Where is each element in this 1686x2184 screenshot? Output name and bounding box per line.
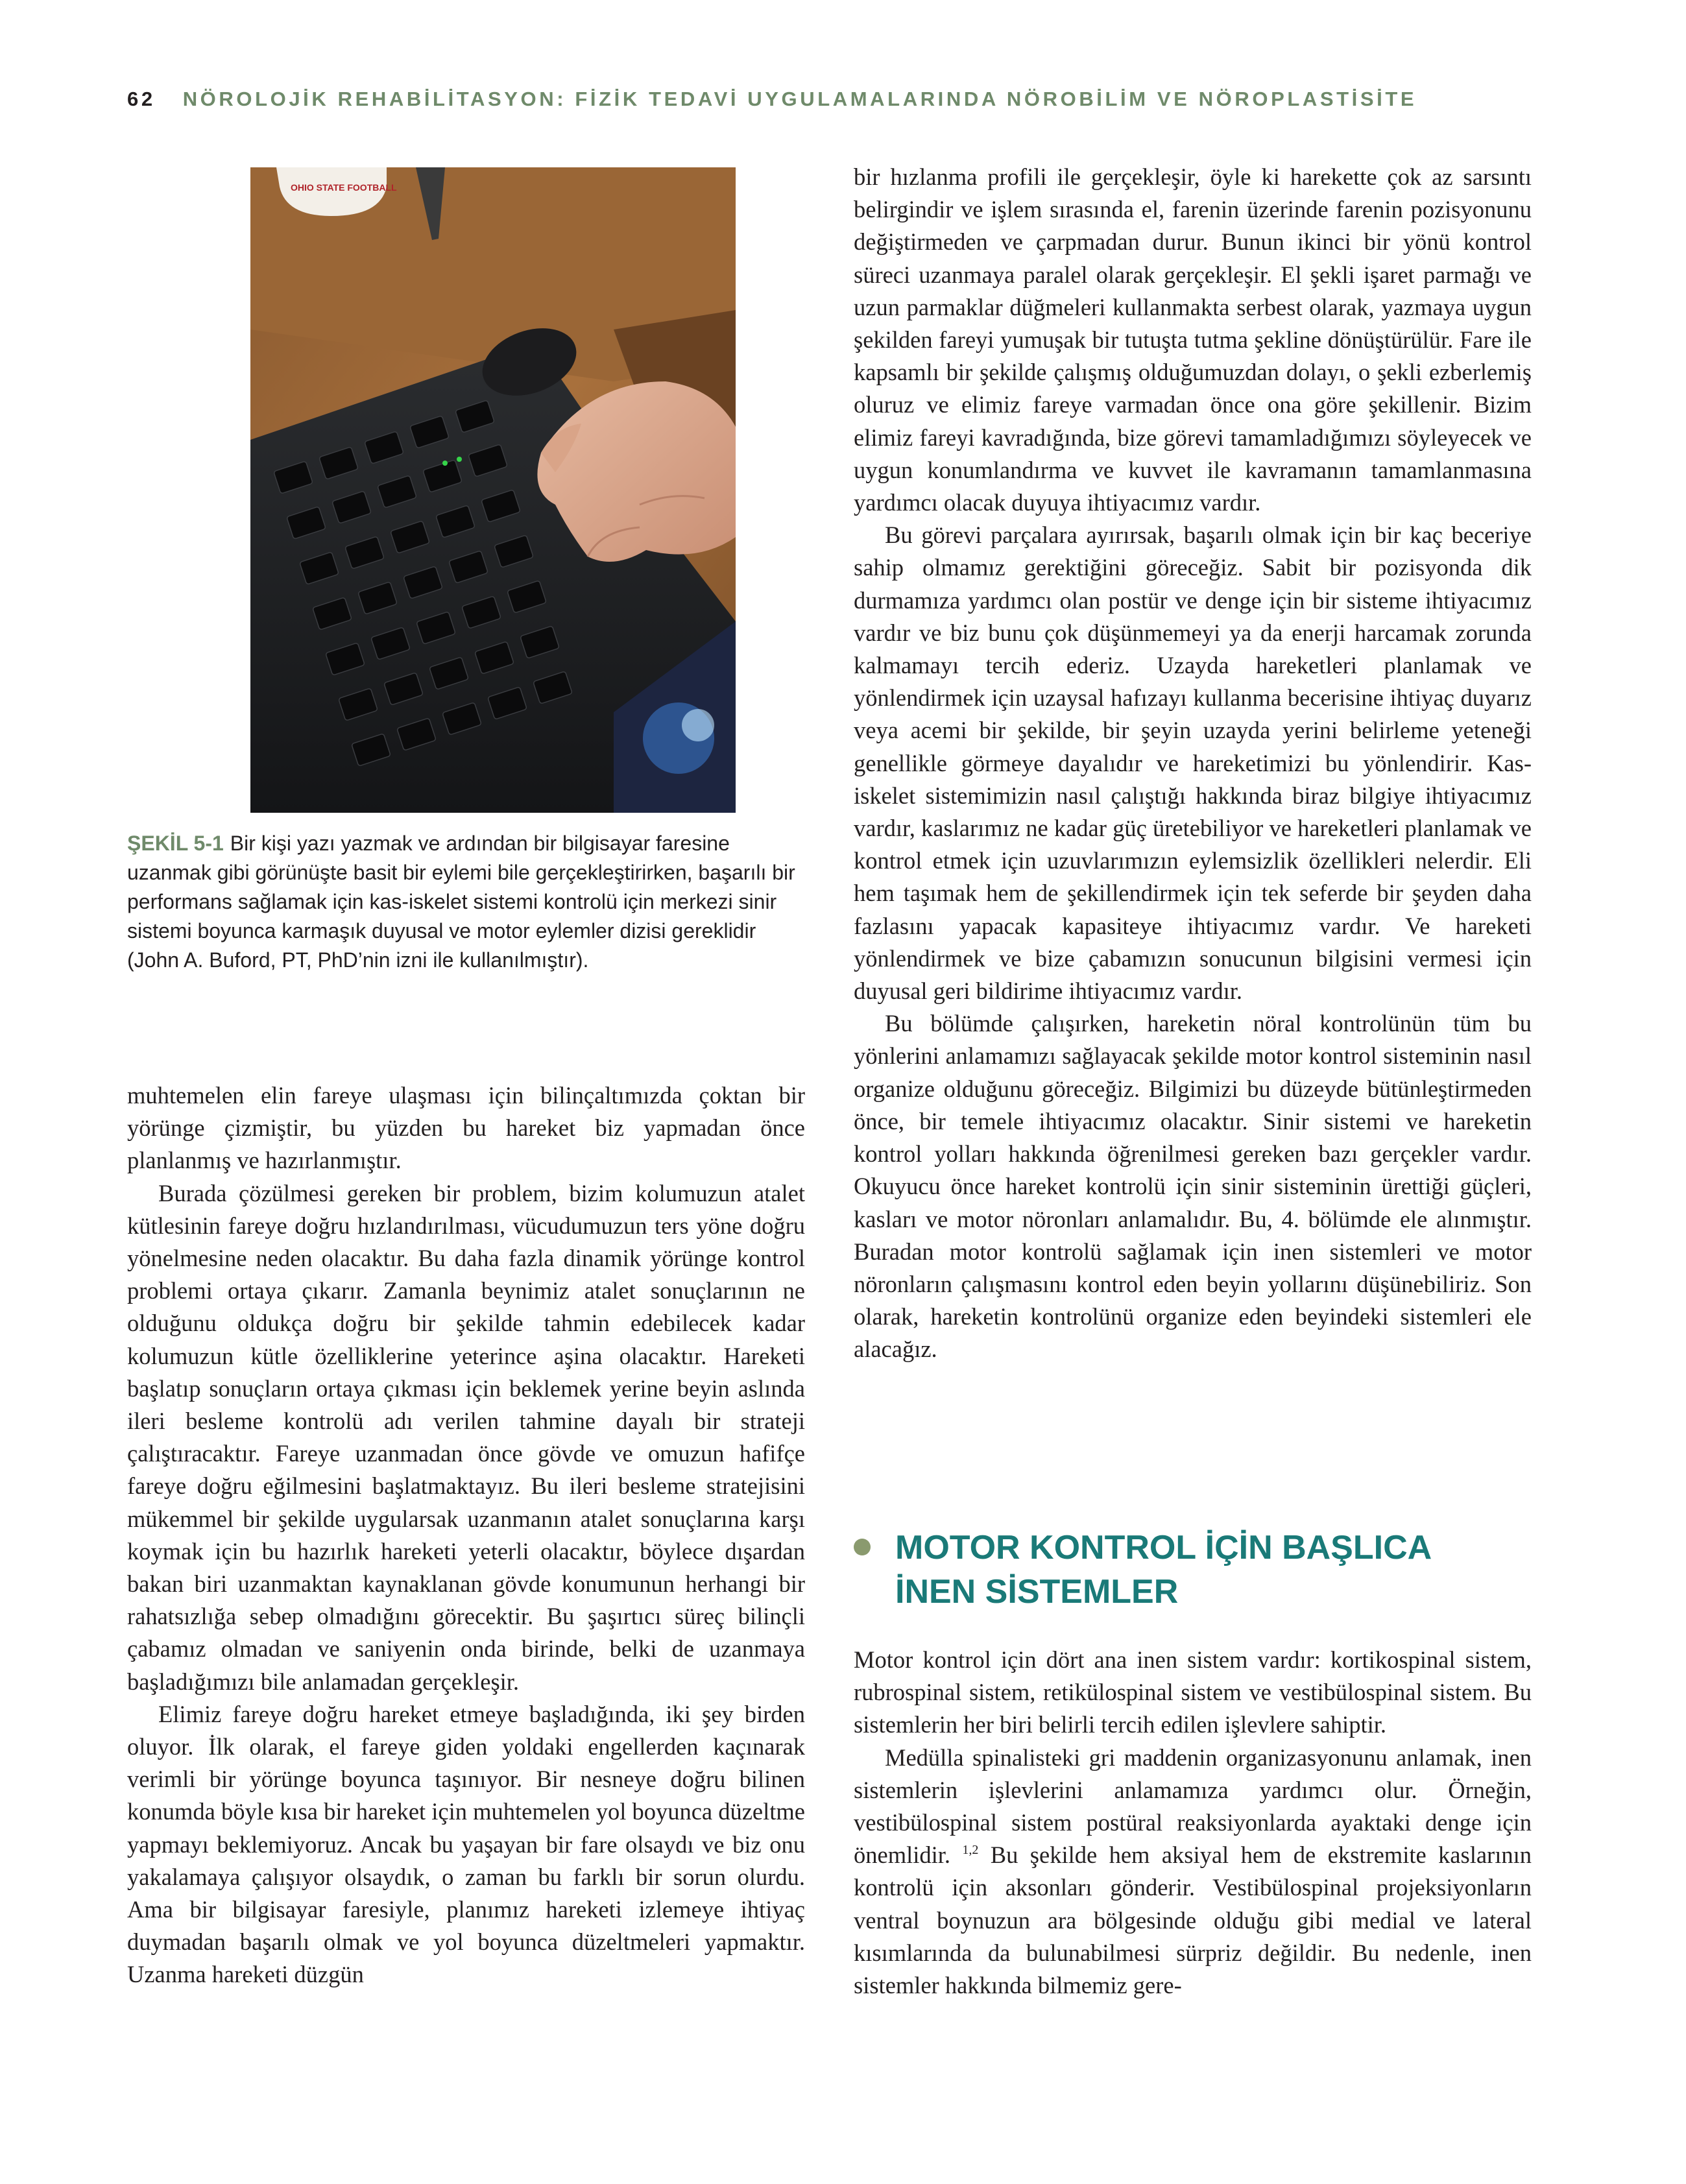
left-column-text xyxy=(127,1079,805,1991)
running-header xyxy=(127,86,1554,113)
page-number: 62 xyxy=(127,88,156,110)
section-heading xyxy=(854,1526,1541,1614)
mug-text: OHIO STATE FOOTBALL xyxy=(291,182,397,193)
figure-photo xyxy=(250,167,736,813)
right-column-text xyxy=(854,161,1532,1366)
citation-ref: 1,2 xyxy=(962,1843,979,1858)
paragraph: bir hızlanma profili ile gerçekleşir, öyle ki harekette çok az sarsıntı belirgindir ve işlem sırasında el, farenin üzerinde farenin pozisyonunu değiştirmeden ve çarpmadan durur. Bunun ikinci bir yönü kontrol süreci uzanmaya paralel olarak gerçekleşir. El şekli işaret parmağı ve uzun parmaklar düğmeleri kullanmakta serbest olarak, yazmaya uygun şekilden fareyi yumuşak bir tutuşta tutma şekline dönüştürülür. Fare ile kapsamlı bir şekilde çalışmış olduğumuzdan dolayı, o şekli ezberlemiş oluruz ve elimiz fareye varmadan önce ona göre şekillenir. Bizim elimiz fareyi kavradığında, bize görevi tamamladığımızı söyleyecek ve uygun konumlandırma ve kuvvet ile kavramanın tamamlanmasına yardımcı olacak duyuya ihtiyacımız vardır. xyxy=(854,163,1532,516)
figure-caption xyxy=(127,829,802,975)
caption-text: Bir kişi yazı yazmak ve ardından bir bilgisayar faresine uzanmak gibi görünüşte basit bir eylemi bile gerçekleştirirken, başarılı bir performans sağlamak için kas-iskelet sistemi kontrolü için merkezi sinir sistemi boyunca karmaşık duyusal ve motor eylemler dizisi gereklidir (John A. Buford, PT, PhD’nin izni ile kullanılmıştır). xyxy=(127,832,795,972)
bullet-icon xyxy=(854,1539,871,1555)
paragraph-text: Bu şekilde hem aksiyal hem de ekstremite kaslarının kontrolü için aksonları gönderir. Vestibülospinal projeksiyonların ventral boynuzun ara bölgesinde olduğu gibi medial ve lateral kısımlarında da bulunabilmesi sürpriz değildir. Bu nedenle, inen sistemler hakkında bilmemiz gere- xyxy=(854,1842,1532,1999)
paragraph: Elimiz fareye doğru hareket etmeye başladığında, iki şey birden oluyor. İlk olarak, el fareye giden yoldaki engellerden kaçınarak verimli bir yörünge boyunca taşınıyor. Bir nesneye doğru bilinen konumda böyle kısa bir hareket için muhtemelen yol boyunca düzeltme yapmayı beklemiyoruz. Ancak bu yaşayan bir fare olsaydı ve biz onu yakalamaya çalışıyor olsaydık, o zaman bu farklı bir sorun olurdu. Ama bir bilgisayar faresiyle, planımız hareketi izlemeye ihtiyaç duymadan başarılı olmak ve yol boyunca düzeltmeleri yapmaktır. Uzanma hareketi düzgün xyxy=(127,1700,806,1988)
paragraph: Bu bölümde çalışırken, hareketin nöral kontrolünün tüm bu yönlerini anlamamızı sağlayacak şekilde motor kontrol sisteminin nasıl organize olduğunu göreceğiz. Bilgimizi bu düzeyde bütünleştirmeden önce, bir temele ihtiyacımız olacaktır. Sinir sistemi ve hareketin kontrol yolları hakkında öğrenilmesi gereken bazı gerçekler vardır. Okuyucu önce hareket kontrolü için sinir sisteminin ürettiği güçleri, kasları ve motor nöronları anlamalıdır. Bu, 4. bölümde ele alınmıştır. Buradan motor kontrolü sağlamak için inen sistemleri ve motor nöronların çalışmasını kontrol eden beyin yollarını düşünebiliriz. Son olarak, hareketin kontrolünü organize eden beyindeki sistemleri ele alacağız. xyxy=(854,1010,1532,1363)
keyboard-hand-photo xyxy=(250,167,736,813)
section-heading-line2: İNEN SİSTEMLER xyxy=(895,1573,1179,1611)
caption-label: ŞEKİL 5-1 xyxy=(127,832,224,855)
paragraph-text: Medülla spinalisteki gri maddenin organizasyonunu anlamak, inen sistemlerin işlevlerini anlamamıza yardımcı olur. Örneğin, vestibülospinal sistem postüral reaksiyonlarda ayaktaki denge için önemlidir. xyxy=(854,1744,1532,1869)
section-body-text xyxy=(854,1644,1532,2002)
paragraph: Motor kontrol için dört ana inen sistem vardır: kortikospinal sistem, rubrospinal sistem, retikülospinal sistem ve vestibülospinal sistem. Bu sistemlerin her biri belirli tercih edilen işlevlere sahiptir. xyxy=(854,1646,1532,1738)
paragraph xyxy=(854,1742,1532,2002)
paragraph: Bu görevi parçalara ayırırsak, başarılı olmak için bir kaç beceriye sahip olmamız gerektiğini göreceğiz. Sabit bir pozisyonda dik durmamıza yardımcı olan postür ve denge için bir sisteme ihtiyacımız vardır ve biz bunu çok düşünmemeyi ya da enerji harcamak zorunda kalmamayı tercih ederiz. Uzayda hareketleri planlamak ve yönlendirmek için uzaysal hafızayı kullanma becerisine ihtiyaç duyarız veya acemi bir şekilde, bir şeyin uzayda yerini belirleme yeteneği genellikle görmeye dayalıdır ve hareketimizi bu yönlendirir. Kas-iskelet sistemimizin nasıl çalıştığı hakkında biraz bilgiye ihtiyacımız vardır, kaslarımız ne kadar güç üretebiliyor ve hareketleri planlamak ve kontrol etmek için uzuvlarımızın eylemsizlik özellikleri nelerdir. Eli hem taşımak hem de şekillendirmek için tek seferde bir şeyden daha fazlasını yapacak kapasiteye ihtiyacımız vardır. Ve hareketi yönlendirmek ve bize çabamızın sonucunun bilgisini vermesi için duyusal geri bildirime ihtiyacımız vardır. xyxy=(854,522,1532,1005)
section-heading-line1: MOTOR KONTROL İÇİN BAŞLICA xyxy=(895,1529,1432,1566)
paragraph: Burada çözülmesi gereken bir problem, bizim kolumuzun atalet kütlesinin fareye doğru hızlandırılması, vücudumuzun ters yöne doğru yönelmesine neden olacaktır. Bu daha fazla dinamik yörünge kontrol problemi ortaya çıkarır. Zamanla beynimiz atalet sonuçlarının ne olduğunu oldukça doğru bir şekilde tahmin edebilecek kadar kolumuzun kütle özelliklerine yeterince aşina olacaktır. Hareketi başlatıp sonuçların ortaya çıkması için beklemek yerine beyin aslında ileri besleme kontrolü adı verilen tahmine dayalı bir strateji çalıştıracaktır. Fareye uzanmadan önce gövde ve omuzun hafifçe fareye doğru eğilmesini başlatmaktayız. Bu ileri besleme stratejisini mükemmel bir şekilde uygularsak uzanmanın atalet sonuçlarına karşı koymak için bu hazırlık hareketi yeterli olacaktır, böylece dışardan bakan biri uzanmaktan kaynaklanan gövde konumunun herhangi bir rahatsızlığa sebep olmadığını görecektir. Bu şaşırtıcı süreç bilinçli çabamız olmadan ve saniyenin onda birinde, belki de uzanmaya başladığımızı bile anlamadan gerçekleşir. xyxy=(127,1179,805,1695)
paragraph: muhtemelen elin fareye ulaşması için bilinçaltımızda çoktan bir yörünge çizmiştir, bu yüzden bu hareket biz yapmadan önce planlanmış ve hazırlanmıştır. xyxy=(127,1082,805,1174)
running-title: NÖROLOJİK REHABİLİTASYON: FİZİK TEDAVİ UYGULAMALARINDA NÖROBİLİM VE NÖROPLASTİSİTE xyxy=(182,88,1417,110)
